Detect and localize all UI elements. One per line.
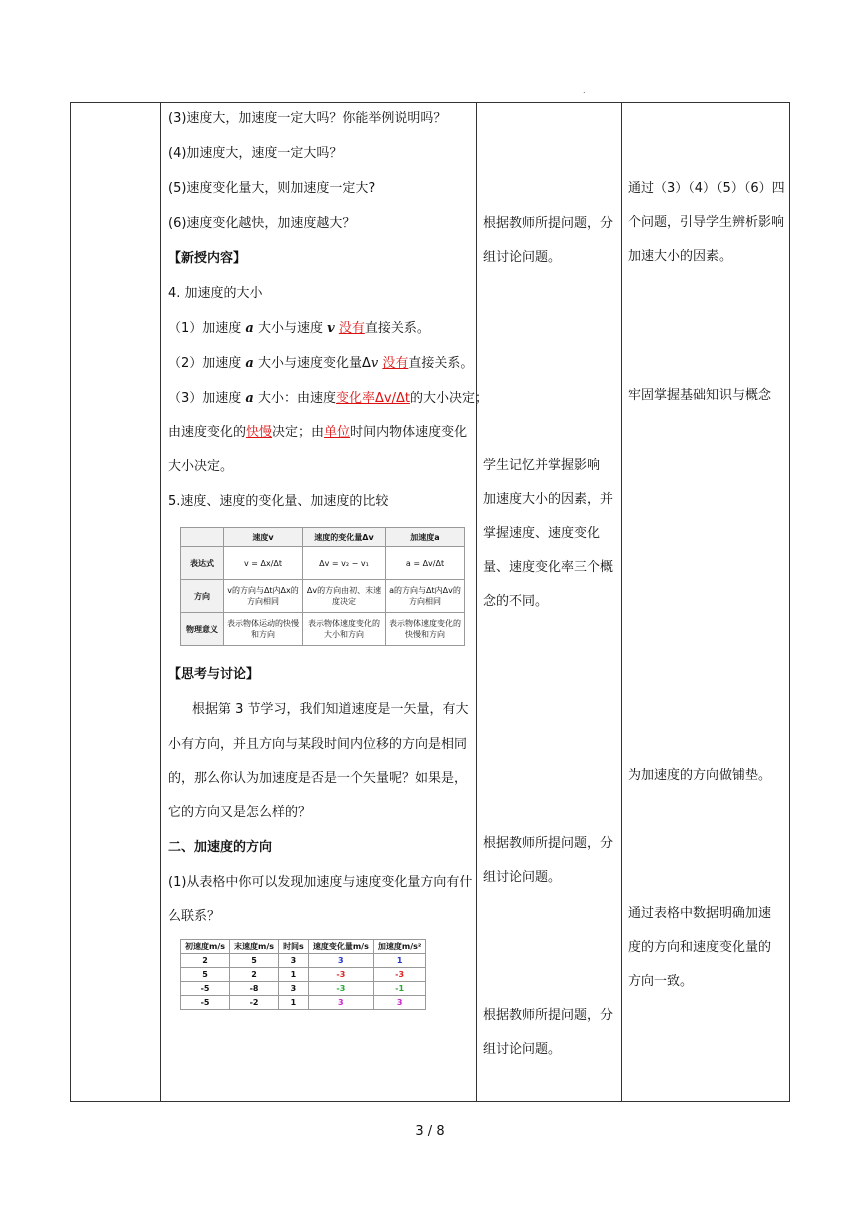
table-row: 速度v 速度的变化量Δv 加速度a bbox=[181, 528, 465, 547]
think-text: 它的方向又是怎么样的？ bbox=[168, 805, 312, 820]
table-row: 方向 v的方向与Δt内Δx的方向相同 Δv的方向由初、末速度决定 a的方向与Δt内Δv的方向相同 bbox=[181, 580, 465, 613]
activity-block: 根据教师所提问题，分 组讨论问题。 bbox=[483, 216, 614, 265]
think-text: 的，那么你认为加速度是否是一个矢量呢？如果是， bbox=[168, 771, 468, 786]
column-divider bbox=[160, 103, 161, 1101]
lesson-table bbox=[70, 102, 790, 1102]
section-4-title: 4. 加速度的大小 bbox=[168, 286, 263, 301]
intent-block: 通过（3）（4）（5）（6）四 个问题，引导学生辨析影响 加速大小的因素。 bbox=[628, 181, 785, 264]
think-text: 小有方向，并且方向与某段时间内位移的方向是相同 bbox=[168, 737, 468, 752]
think-discuss-heading: 【思考与讨论】 bbox=[168, 667, 260, 682]
activity-block: 根据教师所提问题，分 组讨论问题。 bbox=[483, 1008, 614, 1057]
section-2-title: 二、加速度的方向 bbox=[168, 840, 273, 855]
section-2-question-cont: 么联系？ bbox=[168, 909, 221, 924]
question-3: (3)速度大，加速度一定大吗？你能举例说明吗？ bbox=[168, 111, 447, 126]
intent-block: 牢固掌握基础知识与概念 bbox=[628, 388, 772, 403]
point-4-3-end: 大小决定。 bbox=[168, 459, 234, 474]
question-4: (4)加速度大，速度一定大吗？ bbox=[168, 146, 343, 161]
table-row: 物理意义 表示物体运动的快慢和方向 表示物体速度变化的大小和方向 表示物体速度变化的快慢和方向 bbox=[181, 613, 465, 646]
table-row: 5 2 1 -3 -3 bbox=[181, 968, 426, 982]
think-text: 根据第 3 节学习，我们知道速度是一矢量，有大 bbox=[192, 702, 469, 717]
table-row: 初速度m/s 末速度m/s 时间s 速度变化量m/s 加速度m/s² bbox=[181, 940, 426, 954]
intent-block: 为加速度的方向做铺垫。 bbox=[628, 768, 772, 783]
comparison-table bbox=[180, 527, 465, 646]
question-6: (6)速度变化越快，加速度越大？ bbox=[168, 216, 356, 231]
table-row: 表达式 v = Δx/Δt Δv = v₂ − v₁ a = Δv/Δt bbox=[181, 547, 465, 580]
header-mark: . bbox=[583, 86, 586, 95]
activity-block: 根据教师所提问题，分 组讨论问题。 bbox=[483, 836, 614, 885]
column-divider bbox=[621, 103, 622, 1101]
point-4-1: （1）加速度 a 大小与速度 v 没有直接关系。 bbox=[168, 321, 430, 336]
activity-block: 学生记忆并掌握影响 加速度大小的因素，并 掌握速度、速度变化 量、速度变化率三个概 念的不同。 bbox=[483, 458, 614, 609]
point-4-3: （3）加速度 a 大小：由速度变化率Δv/Δt的大小决定； bbox=[168, 391, 488, 406]
column-divider bbox=[476, 103, 477, 1101]
intent-block: 通过表格中数据明确加速 度的方向和速度变化量的 方向一致。 bbox=[628, 906, 772, 989]
point-4-3-cont: 由速度变化的快慢决定；由单位时间内物体速度变化 bbox=[168, 425, 468, 440]
table-row: -5 -8 3 -3 -1 bbox=[181, 982, 426, 996]
point-4-2: （2）加速度 a 大小与速度变化量Δv 没有直接关系。 bbox=[168, 356, 474, 371]
acceleration-data-table bbox=[180, 939, 426, 1010]
page-number: 3 / 8 bbox=[415, 1124, 445, 1139]
section-5-title: 5.速度、速度的变化量、加速度的比较 bbox=[168, 494, 389, 509]
table-row: -5 -2 1 3 3 bbox=[181, 996, 426, 1010]
new-content-heading: 【新授内容】 bbox=[168, 251, 247, 266]
section-2-question: (1)从表格中你可以发现加速度与速度变化量方向有什 bbox=[168, 875, 473, 890]
table-row: 2 5 3 3 1 bbox=[181, 954, 426, 968]
question-5: (5)速度变化量大，则加速度一定大? bbox=[168, 181, 376, 196]
